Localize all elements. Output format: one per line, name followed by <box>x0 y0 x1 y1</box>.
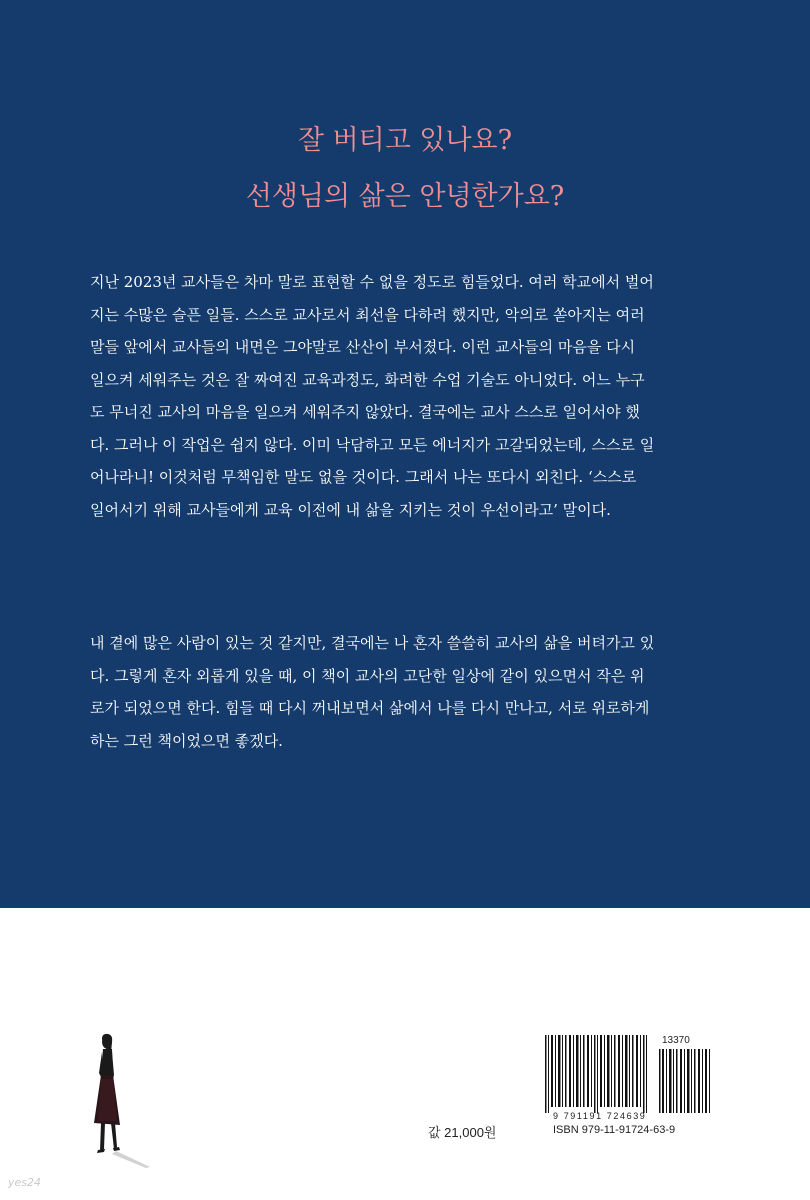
paragraph-1-line: 도 무너진 교사의 마음을 일으켜 세워주지 않았다. 결국에는 교사 스스로 일어서야 했 <box>90 403 640 421</box>
paragraph-2-line: 로가 되었으면 한다. 힘들 때 다시 꺼내보면서 삶에서 나를 다시 만나고, 서로 위로하게 <box>90 699 650 717</box>
paragraph-2-line: 내 곁에 많은 사람이 있는 것 같지만, 결국에는 나 혼자 쓸쓸히 교사의 삶을 버텨가고 있 <box>90 634 655 652</box>
headline-line-1: 잘 버티고 있나요? <box>297 125 513 156</box>
barcode-digits: 9 791191 724639 <box>553 1111 647 1121</box>
paragraph-2 <box>90 627 722 757</box>
paragraph-2-line: 다. 그렇게 혼자 외롭게 있을 때, 이 책이 교사의 고단한 일상에 같이 있으면서 작은 위 <box>90 666 645 685</box>
paragraph-1 <box>90 266 722 526</box>
paragraph-1-line: 어나라니! 이것처럼 무책임한 말도 없을 것이다. 그래서 나는 또다시 외친다. ‘스스로 <box>90 468 637 486</box>
paragraph-1-line: 다. 그러나 이 작업은 쉽지 않다. 이미 낙담하고 모든 에너지가 고갈되었는데, 스스로 일 <box>90 435 655 454</box>
isbn-label: ISBN 979-11-91724-63-9 <box>553 1124 676 1136</box>
paragraph-1-line: 일어서기 위해 교사들에게 교육 이전에 내 삶을 지키는 것이 우선이라고’ 말이다. <box>90 500 611 519</box>
paragraph-1-line: 지는 수많은 슬픈 일들. 스스로 교사로서 최선을 다하려 했지만, 악의로 쏟아지는 여러 <box>90 305 645 324</box>
paragraph-1-line: 말들 앞에서 교사들의 내면은 그야말로 산산이 부서졌다. 이런 교사들의 마음을 다시 <box>90 338 636 356</box>
paragraph-1-line: 지난 2023년 교사들은 차마 말로 표현할 수 없을 정도로 힘들었다. 여러 학교에서 벌어 <box>90 273 654 291</box>
price-label: 값 21,000원 <box>428 1125 497 1140</box>
barcode-addon-code: 13370 <box>662 1035 690 1046</box>
paragraph-1-line: 일으켜 세워주는 것은 잘 짜여진 교육과정도, 화려한 수업 기술도 아니었다. 어느 누구 <box>90 370 645 389</box>
headline-line-2: 선생님의 삶은 안녕한가요? <box>245 181 565 212</box>
woman-silhouette-illustration <box>86 1033 156 1168</box>
paragraph-2-line: 하는 그런 책이었으면 좋겠다. <box>90 731 283 750</box>
watermark: yes24 <box>8 1176 42 1189</box>
